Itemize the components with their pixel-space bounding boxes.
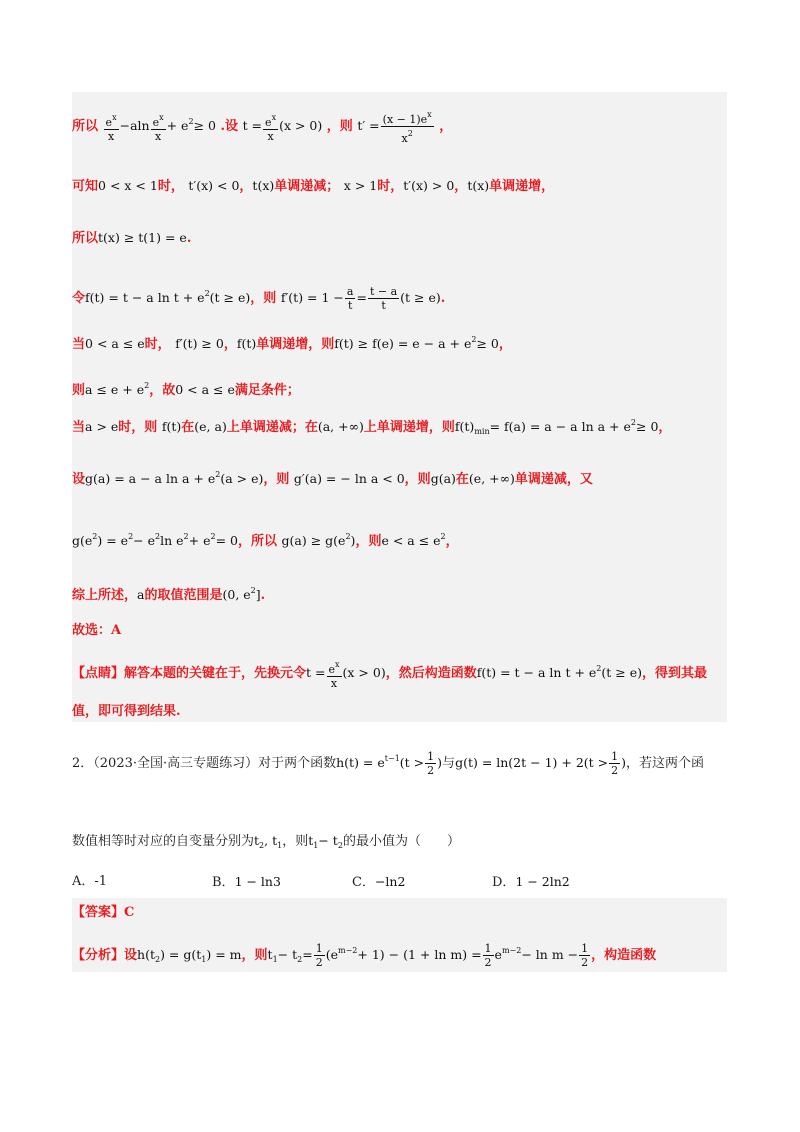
fraction: $\frac{(x - 1)e^x}{x^2}$ (382, 110, 432, 145)
answer-choice: 故选：A (72, 623, 122, 638)
option-c[interactable]: C．−ln2 (352, 874, 406, 890)
analysis-2: 【分析】设$h(t_2) = g(t_1) = m$，则$t_1- t_2=$ $\frac{1}{2}$ $(e^{m-2}+ 1) - (1 + \ln m)$ = $\frac{1}{2}$ $e^{m-2}- \ln m$ − $\frac{1}{2}$ ，构造函数 (72, 942, 657, 969)
fraction: $\frac{1}{2}$ (484, 942, 492, 969)
key-point-line-2: 值，即可得到结果. (72, 704, 181, 719)
solution-line-8: 设g(a) = a − a $\ln a + e^2(a > e)$，则 g′(a) = − ln a < 0，则g(a)在(e, +∞)单调递减，又 (72, 470, 593, 487)
option-d[interactable]: D．1 − 2ln2 (492, 874, 570, 890)
fraction: $\frac{1}{2}$ (611, 750, 619, 777)
problem-2-line-2: 数值相等时对应的自变量分别为$t_2$, $t_1$，则$t_1- t_2$的最小值为（ ） (72, 833, 460, 850)
fraction: $\frac{e^x}{x}$ (152, 112, 164, 143)
problem-2-line-1: 2．（2023·全国·高三专题练习）对于两个函数$h(t) = e^{t-1}(t$ > $\frac{1}{2}$ )与g(t) = ln(2t − 1) + 2(t > $\frac{1}{2}$ )，若这两个函 (72, 750, 705, 777)
answer-2: 【答案】C (72, 905, 135, 920)
fraction: $\frac{e^x}{x}$ (328, 659, 340, 690)
solution-line-3: 所以t(x) ≥ t(1) = e. (72, 230, 192, 246)
option-b[interactable]: B．1 − ln3 (212, 874, 281, 890)
option-a[interactable]: A．-1 (72, 874, 108, 889)
solution-line-10: 综上所述，a的取值范围是(0, $e^2$]. (72, 586, 266, 603)
fraction: $\frac{1}{2}$ (581, 942, 589, 969)
fraction: $\frac{1}{2}$ (315, 942, 323, 969)
fraction: $\frac{e^x}{x}$ (105, 112, 117, 143)
solution-line-7: 当a > e时，则 f(t)在(e, a)上单调递减；在(a, +∞)上单调递增，则$f(t)_{min}= f(a) = a - a$ $\ln a + e^2\ge 0$， (72, 418, 672, 436)
fraction: $\frac{t - a}{t}$ (369, 285, 398, 312)
solution-line-1: 所以 $\frac{e^x}{x}$ −aln $\frac{e^x}{x}$ + $e^2\ge 0$ .设 t = $\frac{e^x}{x}$ (x > 0) ，则 t′ = $\frac{(x - 1)e^x}{x^2}$ ， (72, 110, 453, 145)
fraction: $\frac{1}{2}$ (427, 750, 435, 777)
solution-line-4: 令f(t) = t − a $\ln t + e^2(t \ge e)$，则 f′(t) = 1 − $\frac{a}{t}$ = $\frac{t - a}{t}$ (t ≥ e). (72, 285, 446, 312)
fraction: $\frac{e^x}{x}$ (265, 112, 277, 143)
key-point-line-1: 【点睛】解答本题的关键在于，先换元令t = $\frac{e^x}{x}$ (x > 0)，然后构造函数f(t) = t − a $\ln t + e^2(t \ge e)$，得到其最 (72, 659, 708, 690)
fraction: $\frac{a}{t}$ (346, 285, 354, 312)
solution-line-9: $g(e^2) = e^2- e^2\ln$ $e^2+ e^2= 0$，所以 $g(a) \ge g(e^2)$，则$e < a \le e^2$， (72, 532, 459, 549)
solution-line-5: 当0 < a ≤ e时， f′(t) ≥ 0，f(t)单调递增，则$f(t) \ge f(e) = e - a + e^2\ge 0$， (72, 335, 512, 352)
solution-line-2: 可知0 < x < 1时， t′(x) < 0，t(x)单调递减； x > 1时，t′(x) > 0，t(x)单调递增， (72, 178, 555, 194)
solution-line-6: 则$a \le e + e^2$，故0 < a ≤ e满足条件； (72, 381, 300, 398)
